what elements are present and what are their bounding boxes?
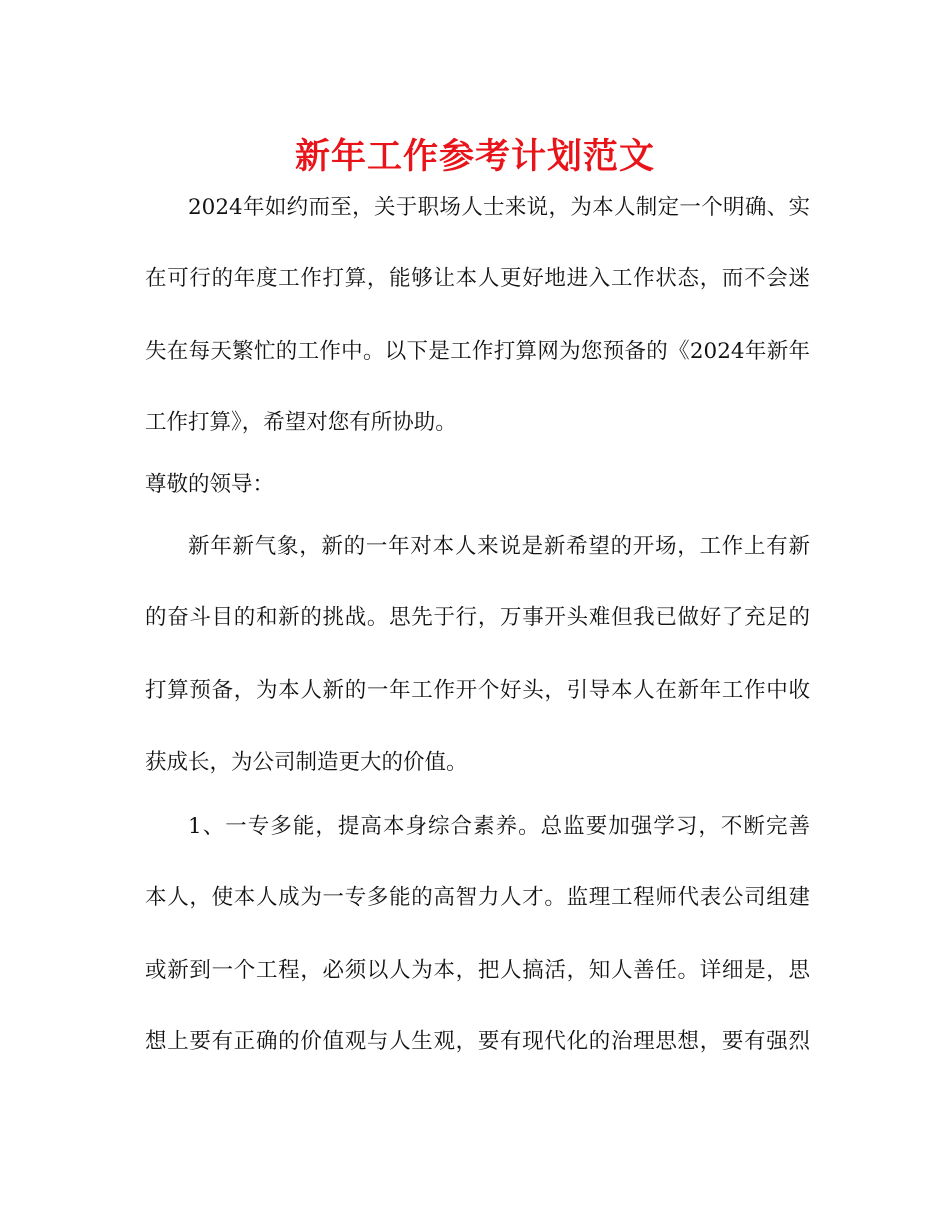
paragraph-line: 工作打算》，希望对您有所协助。 <box>145 410 457 435</box>
paragraph-line: 想上要有正确的价值观与人生观，要有现代化的治理思想，要有强烈 <box>145 1029 810 1054</box>
paragraph-line: 打算预备，为本人新的一年工作开个好头，引导本人在新年工作中收 <box>145 678 810 703</box>
paragraph-line: 2024年如约而至，关于职场人士来说，为本人制定一个明确、实 <box>188 195 810 220</box>
paragraph-line: 的奋斗目的和新的挑战。思先于行，万事开头难但我已做好了充足的 <box>145 605 810 630</box>
paragraph-line: 获成长，为公司制造更大的价值。 <box>145 750 468 775</box>
document-title: 新年工作参考计划范文 <box>294 137 655 177</box>
paragraph-line: 本人，使本人成为一专多能的高智力人才。监理工程师代表公司组建 <box>145 885 810 910</box>
paragraph-line: 1、一专多能，提高本身综合素养。总监要加强学习，不断完善 <box>188 814 810 839</box>
salutation: 尊敬的领导： <box>145 472 275 497</box>
paragraph-line: 失在每天繁忙的工作中。以下是工作打算网为您预备的《2024年新年 <box>145 339 810 364</box>
paragraph-line: 或新到一个工程，必须以人为本，把人搞活，知人善任。详细是，思 <box>145 958 810 983</box>
paragraph-line: 新年新气象，新的一年对本人来说是新希望的开场，工作上有新 <box>188 534 810 559</box>
paragraph-line: 在可行的年度工作打算，能够让本人更好地进入工作状态，而不会迷 <box>145 266 810 291</box>
